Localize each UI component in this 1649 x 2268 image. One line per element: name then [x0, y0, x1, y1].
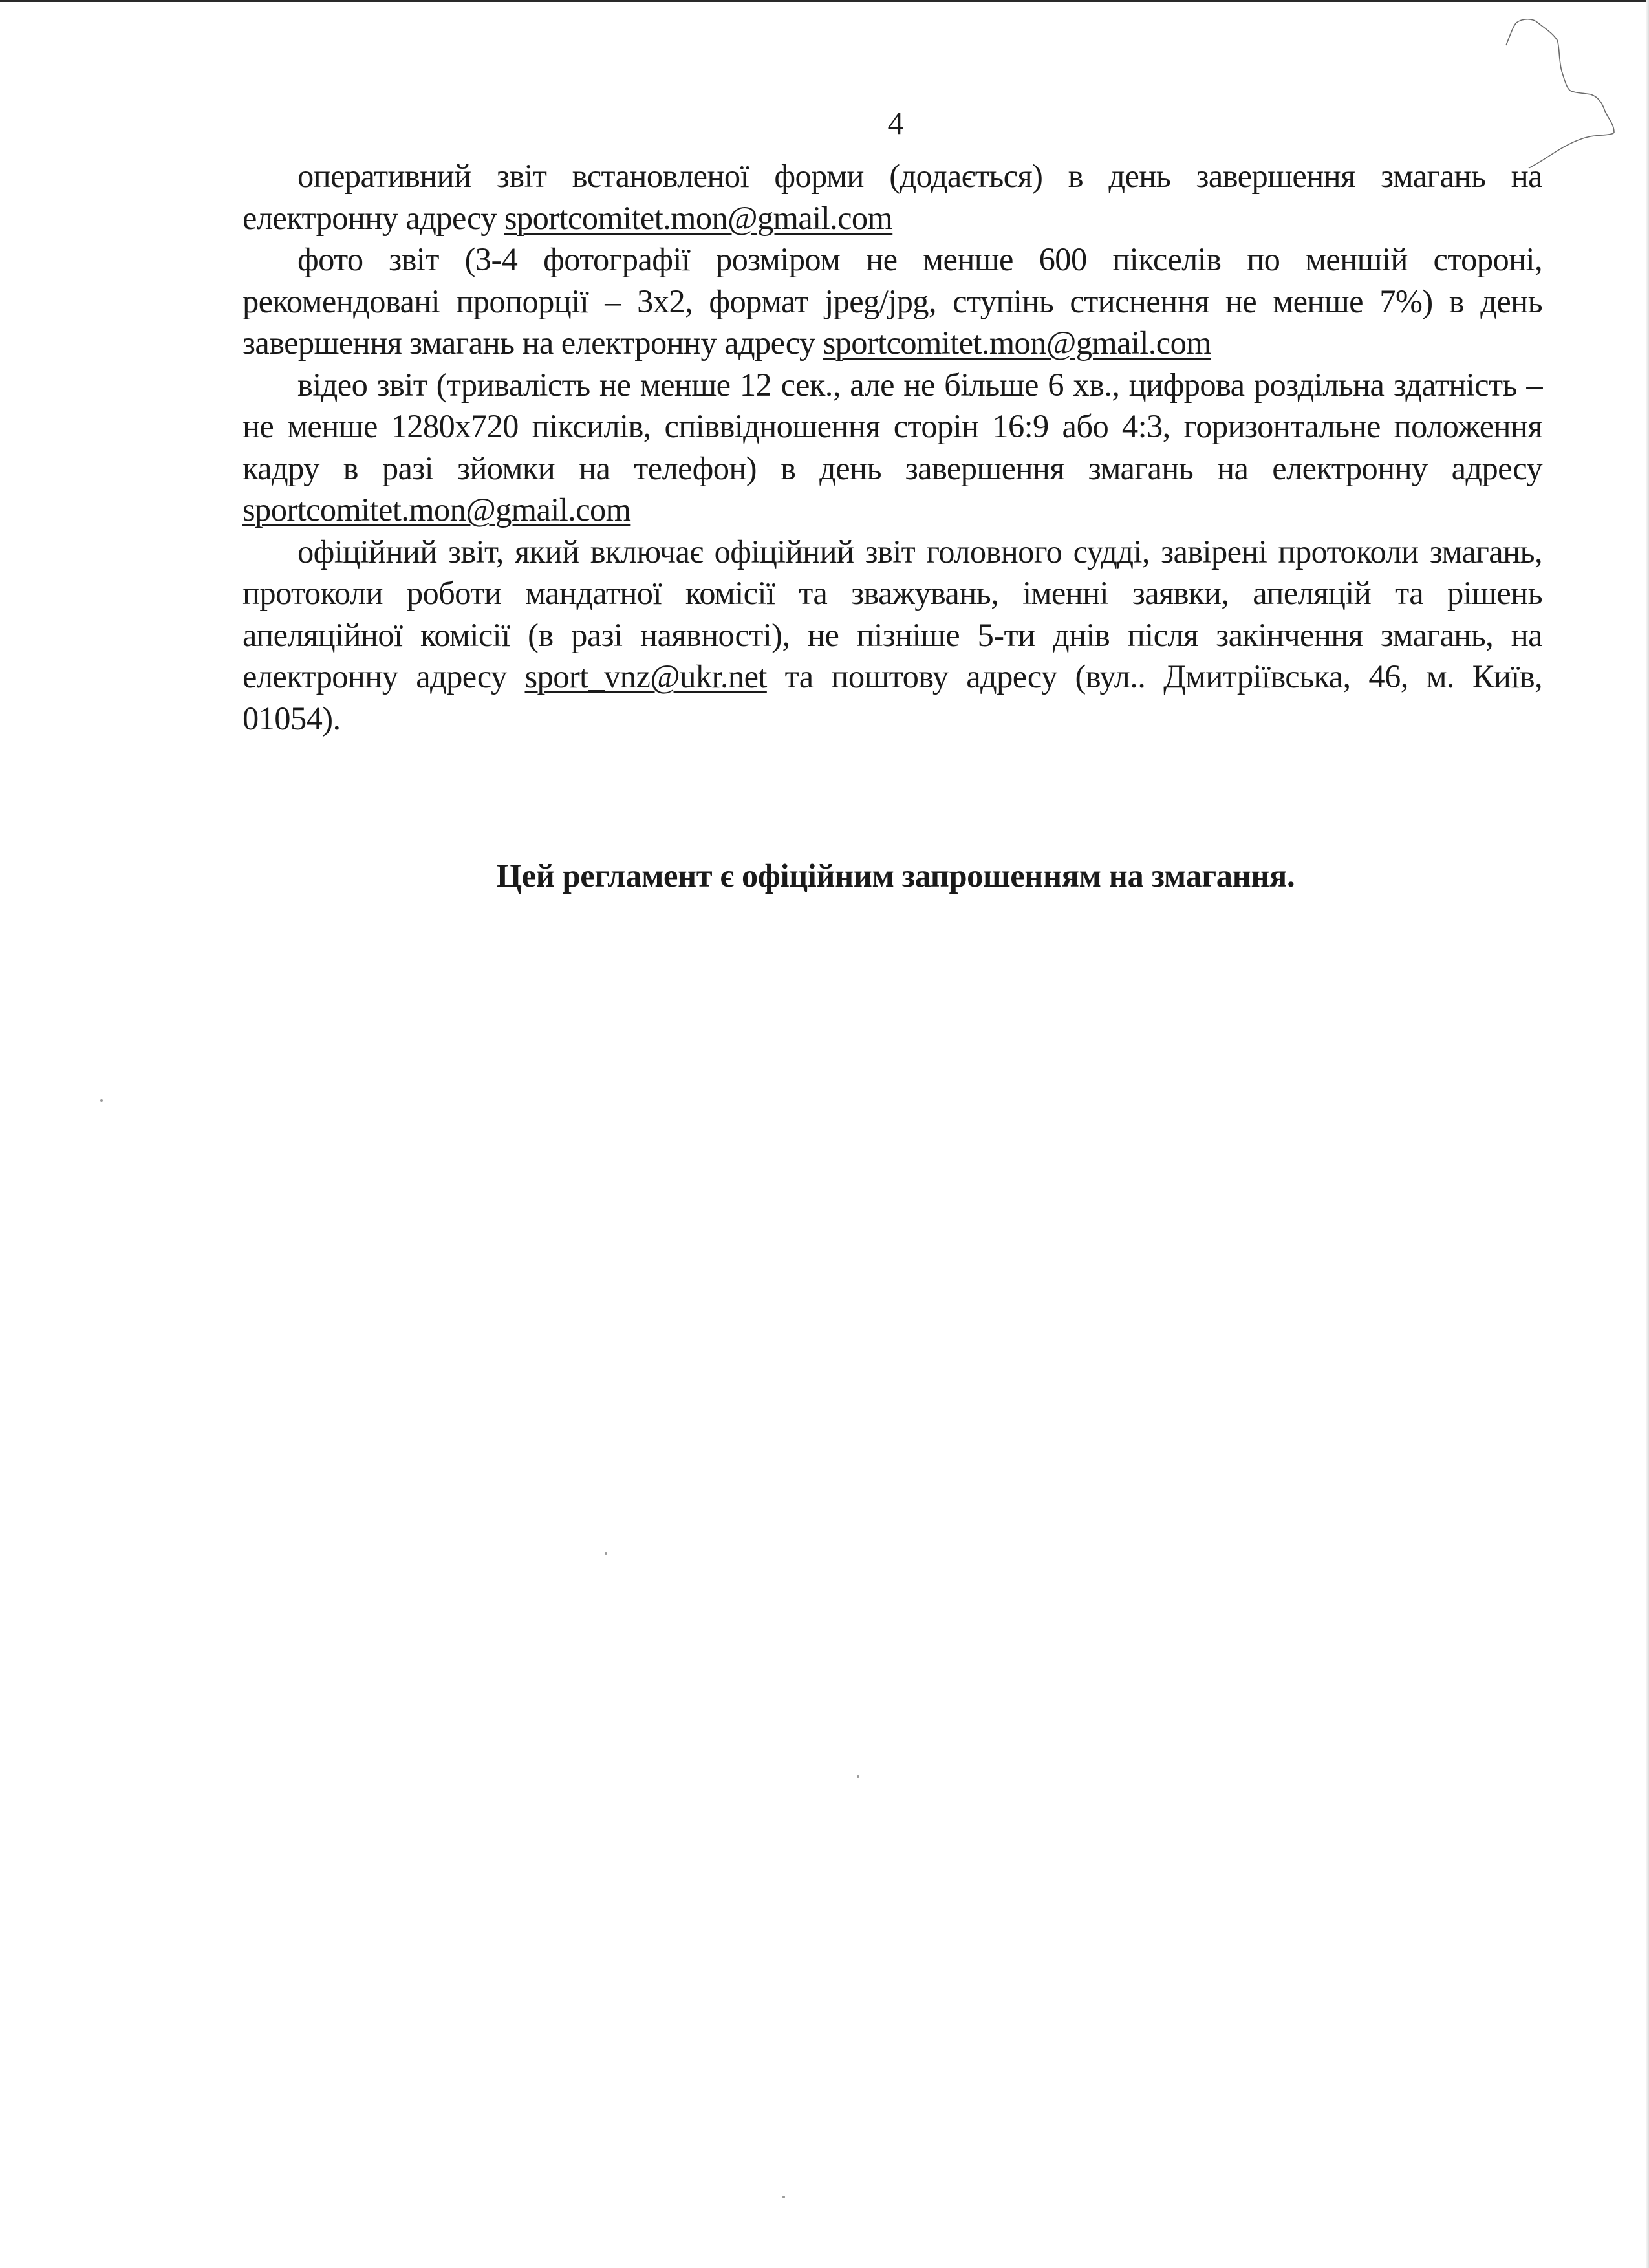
scan-speck — [100, 1099, 103, 1102]
email-link[interactable]: sportcomitet.mon@gmail.com — [823, 325, 1211, 361]
scan-right-edge — [1646, 0, 1649, 2268]
paragraph-official-report — [242, 531, 1542, 740]
paragraph-operational-report — [242, 155, 1542, 239]
document-body — [242, 155, 1542, 739]
email-link[interactable]: sportcomitet.mon@gmail.com — [242, 491, 631, 528]
paragraph-text: фото звіт (3-4 фотографії розміром не менше 600 пікселів по меншій стороні, рекомендовані пропорції – 3х2, формат jpeg/jpg, ступінь стиснення не менше 7%) в день завершення змагань на електронну адресу — [242, 241, 1542, 361]
paragraph-text: відео звіт (тривалість не менше 12 сек., але не більше 6 хв., цифрова роздільна здатність – не менше 1280х720 піксилів, співвідношення сторін 16:9 або 4:3, горизонтальне положення кадру в разі зйомки на телефон) в день завершення змагань на електронну адресу — [242, 366, 1542, 486]
scan-speck — [857, 1775, 859, 1778]
email-link[interactable]: sport_vnz@ukr.net — [524, 658, 767, 695]
scan-speck — [782, 2196, 785, 2198]
paragraph-text-tail: та поштову адресу (вул.. Дмитріївська, 46, м. Київ, 01054). — [242, 658, 1542, 737]
paragraph-text: оперативний звіт встановленої форми (додається) в день завершення змагань на електронну адресу — [242, 158, 1542, 236]
paragraph-photo-report — [242, 239, 1542, 364]
paragraph-text: офіційний звіт, який включає офіційний звіт головного судді, завірені протоколи змагань, протоколи роботи мандатної комісії та зважувань, іменні заявки, апеляцій та рішень апеляційної комісії (в разі наявності), не пізніше 5-ти днів після закінчення змагань, на електронну адресу — [242, 533, 1542, 695]
closing-statement: Цей регламент є офіційним запрошенням на змагання. — [496, 858, 1295, 894]
scan-speck — [605, 1552, 607, 1555]
scan-top-edge — [0, 0, 1649, 2]
paragraph-video-report — [242, 364, 1542, 531]
email-link[interactable]: sportcomitet.mon@gmail.com — [504, 199, 893, 236]
page-number: 4 — [887, 105, 904, 141]
